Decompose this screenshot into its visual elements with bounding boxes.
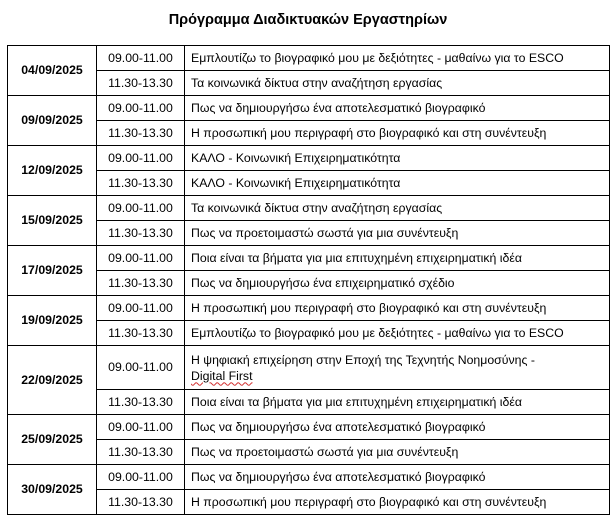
topic-line-1: Η ψηφιακή επιχείρηση στην Εποχή της Τεχνητής Νοημοσύνης - xyxy=(191,352,535,367)
time-cell: 11.30-13.30 xyxy=(97,71,185,96)
time-cell: 09.00-11.00 xyxy=(97,296,185,321)
time-cell: 09.00-11.00 xyxy=(97,146,185,171)
topic-cell: Πως να προετοιμαστώ σωστά για μια συνέντευξη xyxy=(185,221,610,246)
table-row xyxy=(8,196,610,221)
time-cell: 11.30-13.30 xyxy=(97,221,185,246)
topic-cell: ΚΑΛΟ - Κοινωνική Επιχειρηματικότητα xyxy=(185,171,610,196)
topic-cell: ΚΑΛΟ - Κοινωνική Επιχειρηματικότητα xyxy=(185,146,610,171)
time-cell: 11.30-13.30 xyxy=(97,390,185,415)
table-row xyxy=(8,46,610,71)
workshop-schedule-table xyxy=(7,45,610,515)
table-row xyxy=(8,171,610,196)
table-row xyxy=(8,465,610,490)
date-cell: 12/09/2025 xyxy=(8,146,97,196)
topic-cell: Πως να δημιουργήσω ένα αποτελεσματικό βιογραφικό xyxy=(185,96,610,121)
topic-cell: Τα κοινωνικά δίκτυα στην αναζήτηση εργασίας xyxy=(185,71,610,96)
date-cell: 25/09/2025 xyxy=(8,415,97,465)
topic-cell: Τα κοινωνικά δίκτυα στην αναζήτηση εργασίας xyxy=(185,196,610,221)
topic-cell: Ποια είναι τα βήματα για μια επιτυχημένη επιχειρηματική ιδέα xyxy=(185,390,610,415)
table-row xyxy=(8,321,610,346)
table-row xyxy=(8,440,610,465)
time-cell: 11.30-13.30 xyxy=(97,171,185,196)
time-cell: 09.00-11.00 xyxy=(97,96,185,121)
topic-cell: Εμπλουτίζω το βιογραφικό μου με δεξιότητες - μαθαίνω για το ESCO xyxy=(185,46,610,71)
table-row xyxy=(8,96,610,121)
table-row xyxy=(8,271,610,296)
table-row xyxy=(8,296,610,321)
date-cell: 22/09/2025 xyxy=(8,346,97,415)
time-cell: 09.00-11.00 xyxy=(97,465,185,490)
topic-cell: Η προσωπική μου περιγραφή στο βιογραφικό και στη συνέντευξη xyxy=(185,490,610,515)
topic-cell: Πως να δημιουργήσω ένα αποτελεσματικό βιογραφικό xyxy=(185,465,610,490)
table-row xyxy=(8,146,610,171)
topic-cell: Εμπλουτίζω το βιογραφικό μου με δεξιότητες - μαθαίνω για το ESCO xyxy=(185,321,610,346)
table-row xyxy=(8,246,610,271)
time-cell: 09.00-11.00 xyxy=(97,196,185,221)
time-cell: 11.30-13.30 xyxy=(97,440,185,465)
topic-cell: Πως να δημιουργήσω ένα επιχειρηματικό σχέδιο xyxy=(185,271,610,296)
topic-cell: Πως να δημιουργήσω ένα αποτελεσματικό βιογραφικό xyxy=(185,415,610,440)
topic-cell: Η προσωπική μου περιγραφή στο βιογραφικό και στη συνέντευξη xyxy=(185,296,610,321)
date-cell: 04/09/2025 xyxy=(8,46,97,96)
document-title: Πρόγραμμα Διαδικτυακών Εργαστηρίων xyxy=(168,12,448,28)
time-cell: 09.00-11.00 xyxy=(97,346,185,390)
topic-cell: Η προσωπική μου περιγραφή στο βιογραφικό και στη συνέντευξη xyxy=(185,121,610,146)
topic-cell: Ποια είναι τα βήματα για μια επιτυχημένη επιχειρηματική ιδέα xyxy=(185,246,610,271)
topic-cell xyxy=(185,346,610,390)
date-cell: 19/09/2025 xyxy=(8,296,97,346)
time-cell: 11.30-13.30 xyxy=(97,121,185,146)
table-row xyxy=(8,390,610,415)
topic-line-2: Digital First xyxy=(191,368,253,383)
time-cell: 11.30-13.30 xyxy=(97,271,185,296)
table-row xyxy=(8,346,610,390)
date-cell: 30/09/2025 xyxy=(8,465,97,515)
date-cell: 09/09/2025 xyxy=(8,96,97,146)
time-cell: 09.00-11.00 xyxy=(97,46,185,71)
time-cell: 09.00-11.00 xyxy=(97,246,185,271)
table-row xyxy=(8,121,610,146)
topic-cell: Πως να προετοιμαστώ σωστά για μια συνέντευξη xyxy=(185,440,610,465)
time-cell: 09.00-11.00 xyxy=(97,415,185,440)
time-cell: 11.30-13.30 xyxy=(97,490,185,515)
table-row xyxy=(8,415,610,440)
date-cell: 15/09/2025 xyxy=(8,196,97,246)
date-cell: 17/09/2025 xyxy=(8,246,97,296)
table-row xyxy=(8,221,610,246)
table-row xyxy=(8,71,610,96)
time-cell: 11.30-13.30 xyxy=(97,321,185,346)
